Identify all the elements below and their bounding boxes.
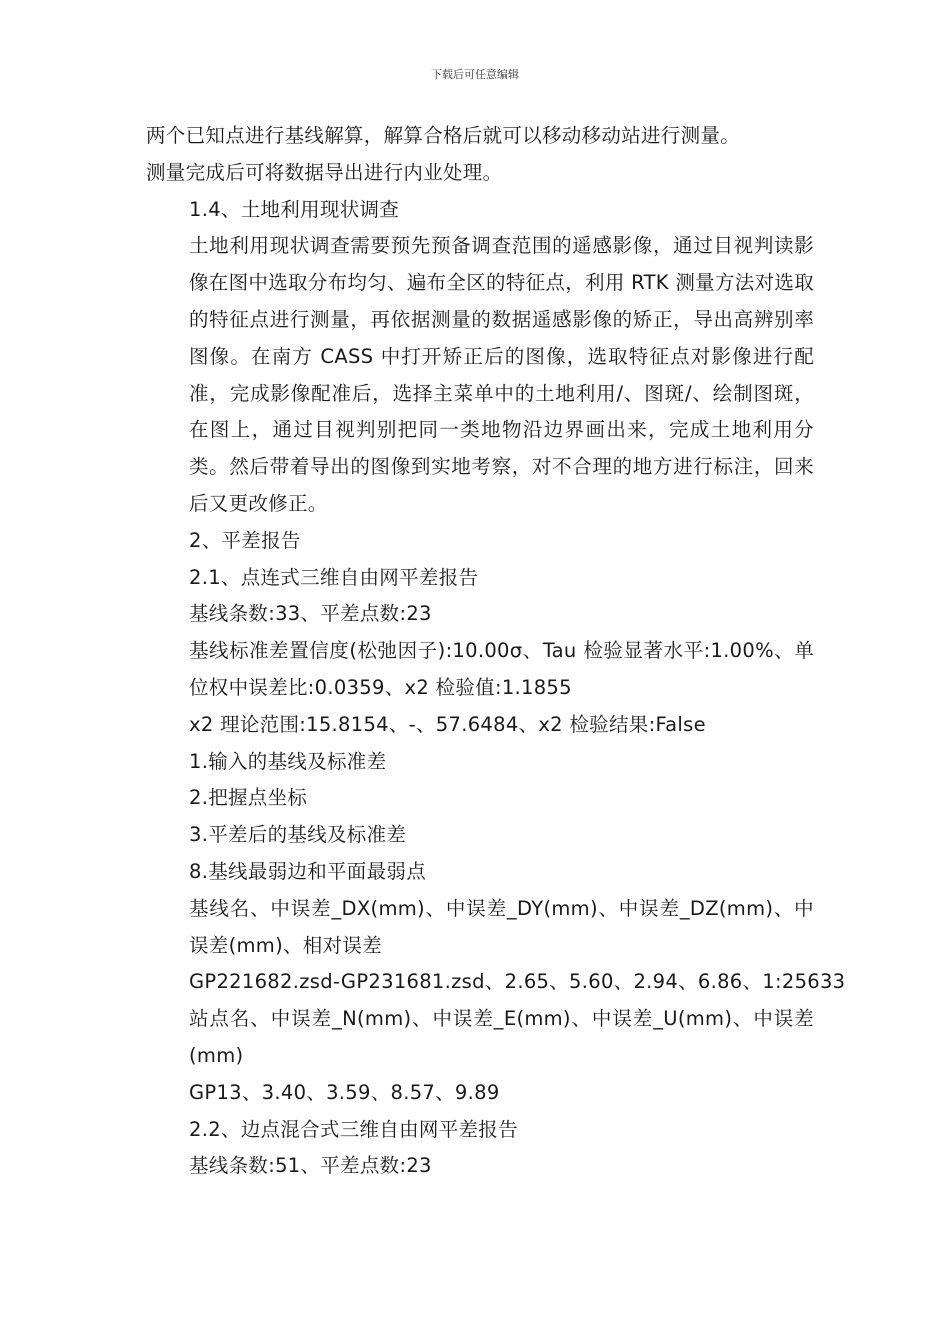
document-body xyxy=(146,118,846,1185)
paragraph: 2.1、点连式三维自由网平差报告 xyxy=(189,565,479,589)
paragraph: 两个已知点进行基线解算，解算合格后就可以移动移动站进行测量。 xyxy=(146,124,741,147)
paragraph: x2 理论范围:15.8154、-、57.6484、x2 检验结果:False xyxy=(189,712,706,736)
paragraph: 测量完成后可将数据导出进行内业处理。 xyxy=(146,160,503,184)
paragraph: 站点名、中误差_N(mm)、中误差_E(mm)、中误差_U(mm)、中误差(mm) xyxy=(189,1007,814,1067)
paragraph: GP221682.zsd-GP231681.zsd、2.65、5.60、2.94、6.86、1:25633 xyxy=(189,970,846,994)
paragraph: 1.输入的基线及标准差 xyxy=(189,749,387,773)
paragraph: 2.2、边点混合式三维自由网平差报告 xyxy=(189,1117,518,1141)
paragraph: 2、平差报告 xyxy=(189,528,301,552)
paragraph: 土地利用现状调查需要预先预备调查范围的遥感影像，通过目视判读影像在图中选取分布均匀、遍布全区的特征点，利用 RTK 测量方法对选取的特征点进行测量，再依据测量的数据遥感影像的矫正，导出高辨别率图像。在南方 CASS 中打开矫正后的图像，选取特征点对影像进行配准，完成影像配准后，选择主菜单中的土地利用/、图斑/、绘制图斑，在图上，通过目视判别把同一类地物沿边界画出来，完成土地利用分类。然后带着导出的图像到实地考察，对不合理的地方进行标注，回来后又更改修正。 xyxy=(189,234,814,515)
paragraph: 2.把握点坐标 xyxy=(189,786,308,810)
paragraph: GP13、3.40、3.59、8.57、9.89 xyxy=(189,1080,500,1104)
paragraph: 基线条数:51、平差点数:23 xyxy=(189,1154,432,1178)
paragraph: 基线条数:33、平差点数:23 xyxy=(189,602,432,626)
paragraph: 1.4、土地利用现状调查 xyxy=(189,197,400,221)
paragraph: 3.平差后的基线及标准差 xyxy=(189,823,407,847)
paragraph: 8.基线最弱边和平面最弱点 xyxy=(189,859,427,883)
page-header: 下载后可任意编辑 xyxy=(431,68,519,81)
paragraph: 基线名、中误差_DX(mm)、中误差_DY(mm)、中误差_DZ(mm)、中误差(mm)、相对误差 xyxy=(189,896,814,957)
paragraph: 基线标准差置信度(松弛因子):10.00σ、Tau 检验显著水平:1.00%、单位权中误差比:0.0359、x2 检验值:1.1855 xyxy=(189,639,814,699)
